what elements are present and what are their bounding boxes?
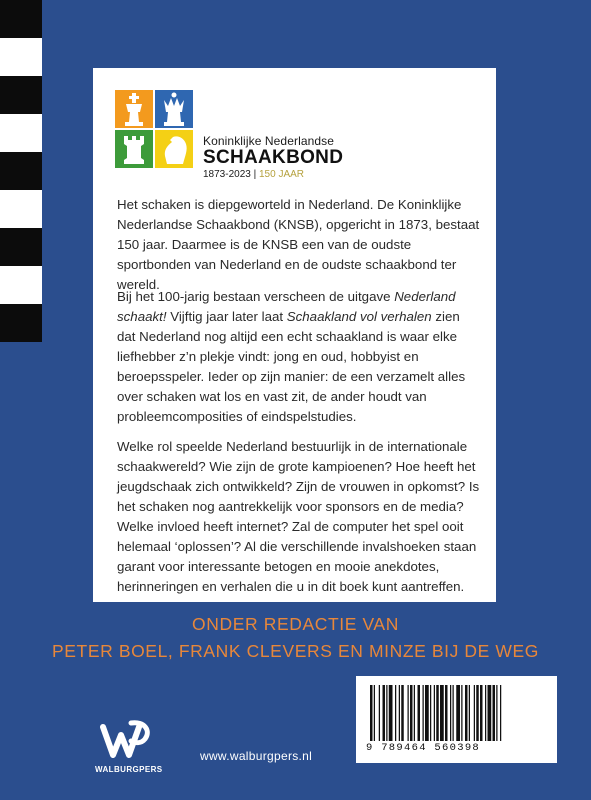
- barcode-bar: [488, 685, 492, 741]
- logo-years: [203, 169, 343, 180]
- publisher-website: www.walburgpers.nl: [200, 749, 313, 763]
- editors-heading: ONDER REDACTIE VAN: [192, 614, 399, 634]
- barcode-bar: [389, 685, 393, 741]
- paragraph-2-part-a: Bij het 100-jarig bestaan verscheen de uitgave: [117, 289, 395, 304]
- barcode-bar: [410, 685, 413, 741]
- paragraph-2-part-c: Vijftig jaar later laat: [166, 309, 287, 324]
- chess-pieces-icon: [115, 90, 195, 170]
- logo-org-line1: Koninklijke Nederlandse: [203, 134, 335, 148]
- publisher-name: WALBURGPERS: [95, 765, 163, 774]
- barcode-bar: [461, 685, 462, 741]
- barcode-bar: [408, 685, 409, 741]
- barcode-bar: [450, 685, 451, 741]
- barcode-bar: [401, 685, 404, 741]
- knsb-logo: [115, 90, 355, 210]
- paragraph-1: Het schaken is diepgeworteld in Nederland. De Koninklijke Nederlandse Schaakbond (KNSB), opgericht in 1873, bestaat 150 jaar. Daarmee is de KNSB een van de oudste sportbonden van Nederland en de oudste schaakbond ter wereld.: [117, 197, 480, 292]
- barcode-bar: [453, 685, 454, 741]
- barcode-bar: [430, 685, 431, 741]
- barcode-bars: [366, 685, 548, 741]
- barcode-bar: [418, 685, 421, 741]
- barcode-bar: [425, 685, 429, 741]
- paragraph-3: Welke rol speelde Nederland bestuurlijk in de internationale schaakwereld? Wie zijn de grote kampioenen? Hoe heeft het jeugdschaak zich ontwikkeld? Zijn de vrouwen in opkomst? Is het schaken nog aantrekkelijk voor sponsors en de media? Welke invloed heeft internet? Zal de computer het spel ooit helemaal ‘oplossen’? Al die verschillende invalshoeken staan garant voor interessante betogen en mooie anekdotes, herinneringen en verhalen die u in dit boek kunt aantreffen.: [117, 439, 480, 594]
- barcode-bar: [496, 685, 497, 741]
- barcode-bar: [476, 685, 479, 741]
- logo-jubilee: 150 JAAR: [258, 169, 305, 180]
- barcode: [356, 676, 557, 763]
- paragraph-2-part-e: zien dat Nederland nog altijd een echt schaakland is waar elke liefhebber z’n plekje vindt: jong en oud, hobbyist en beroepsspeler. Ieder op zijn manier: de een verzamelt alles over schaken wat los en vast zit, de ander houdt van probleemcomposities of eindspelstudies.: [117, 309, 466, 424]
- text-panel: [93, 68, 496, 602]
- barcode-bar: [456, 685, 460, 741]
- barcode-bar: [379, 685, 380, 741]
- barcode-bar: [440, 685, 444, 741]
- title-schaakland-vol-verhalen: Schaakland vol verhalen: [286, 309, 432, 324]
- barcode-bar: [383, 685, 386, 741]
- barcode-bar: [414, 685, 415, 741]
- barcode-bar: [485, 685, 486, 741]
- barcode-bar: [374, 685, 375, 741]
- editors-names: PETER BOEL, FRANK CLEVERS EN MINZE BIJ DE WEG: [52, 641, 539, 661]
- barcode-bar: [395, 685, 396, 741]
- barcode-bar: [445, 685, 448, 741]
- barcode-bar: [434, 685, 435, 741]
- publisher-logo: [95, 717, 163, 779]
- barcode-bar: [386, 685, 387, 741]
- barcode-bar: [500, 685, 501, 741]
- walburgpers-logo-icon: [95, 717, 155, 765]
- paragraph-2: [117, 287, 481, 427]
- title-nederland-schaakt: Nederland schaakt!: [117, 289, 456, 324]
- barcode-bar: [493, 685, 496, 741]
- barcode-bar: [465, 685, 468, 741]
- logo-years-range: 1873-2023 |: [203, 169, 257, 180]
- logo-org-line2: SCHAAKBOND: [203, 147, 344, 168]
- barcode-bar: [436, 685, 439, 741]
- barcode-bar: [480, 685, 483, 741]
- barcode-bar: [474, 685, 475, 741]
- barcode-bar: [423, 685, 424, 741]
- barcode-bar: [469, 685, 470, 741]
- barcode-bar: [370, 685, 373, 741]
- isbn-digits: 9 789464 560398: [366, 742, 481, 754]
- barcode-bar: [399, 685, 400, 741]
- checker-strip: [0, 0, 42, 800]
